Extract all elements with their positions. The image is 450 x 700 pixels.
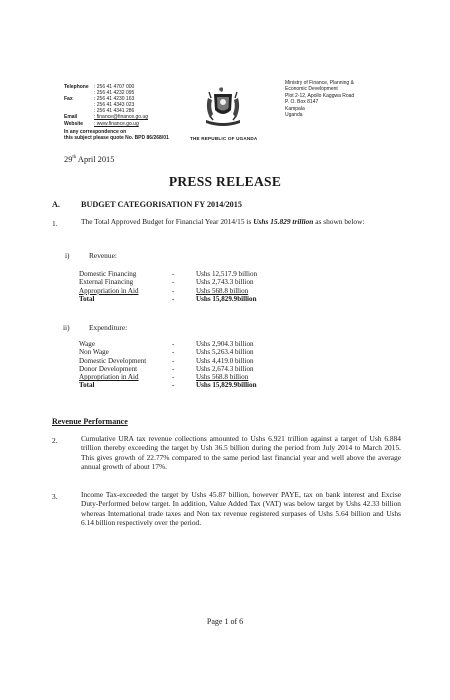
item-3-text: Income Tax-exceeded the target by Ushs 45.87 billion, however PAYE, tax on bank interest and Excise Duty-Performed below target. In addition, Value Added Tax (VAT) was below target by Ushs 42.33 billion whereas International trade taxes and Non tax revenue registered surpases of Ushs 5.64 billion and Ushs 6.14 billion respectively over the period.	[81, 490, 401, 528]
total-row: Total - Ushs 15,829.9billion	[79, 381, 257, 390]
website-link[interactable]: : www.finance.go.ug	[94, 120, 139, 127]
table-row: Wage - Ushs 2,904.3 billion	[79, 340, 254, 348]
page-number: Page 1 of 6	[206, 617, 244, 626]
item-number: 2.	[52, 436, 58, 445]
contact-row: Telephone : 256 41 4707 000	[64, 84, 135, 90]
revenue-performance-heading: Revenue Performance	[52, 417, 128, 426]
expenditure-number: ii)	[63, 323, 70, 332]
contact-row-email: Email : finance@finance.go.ug	[64, 114, 149, 121]
revenue-table	[79, 270, 299, 303]
item-number: 1.	[52, 219, 58, 228]
item-number: 3.	[52, 492, 58, 501]
correspondence-note-ref: this subject please quote No. BPD 86/268/01	[64, 134, 169, 141]
ministry-address: Ministry of Finance, Planning & Economic Development Plot 2-12, Apollo Kaggwa Road P. O. Box 8147 Kampala Uganda	[285, 80, 355, 119]
contact-row: Fax : 256 41 4230 163	[64, 96, 135, 103]
table-row: Appropriation in Aid - Ushs 568.8 billion	[79, 286, 249, 295]
expenditure-table	[79, 340, 299, 390]
republic-label: THE REPUBLIC OF UGANDA	[190, 136, 258, 141]
email-link[interactable]: : finance@finance.go.ug	[94, 114, 149, 121]
page-title: PRESS RELEASE	[168, 174, 282, 189]
contact-row: : 256 41 4341 286	[94, 108, 135, 115]
table-row: Non Wage - Ushs 5,263.4 billion	[79, 348, 254, 357]
item-2-text: Cumulative URA tax revenue collections amounted to Ushs 6.921 trillion against a target of Ush 6.884 trillion thereby exceeding the target by Ush 36.5 billion during the period from July 2014 to March 2015. This gives growth of 22.77% compared to the same period last financial year and well above the average annual growth of about 17%.	[81, 434, 401, 472]
table-row: Donor Development - Ushs 2,674.3 billion	[79, 364, 254, 373]
table-row: Domestic Development - Ushs 4,419.0 billion	[79, 356, 254, 365]
item-1-text: The Total Approved Budget for Financial Year 2014/15 is Ushs 15.829 trillion as shown below:	[81, 217, 365, 226]
table-row: Domestic Financing - Ushs 12,517.9 billion	[79, 270, 258, 278]
contact-row-website: Website : www.finance.go.ug	[64, 120, 139, 127]
total-row: Total - Ushs 15,829.9billion	[79, 294, 257, 303]
revenue-number: i)	[65, 251, 70, 260]
revenue-label: Revenue:	[89, 251, 117, 260]
table-row: External Financing - Ushs 2,743.3 billion	[79, 278, 254, 287]
contact-row: : 256 41 4343 023	[94, 102, 135, 109]
expenditure-label: Expenditure:	[89, 323, 128, 332]
contact-row: : 256 41 4232 095	[94, 90, 135, 97]
coat-of-arms-icon	[200, 80, 246, 130]
correspondence-note: In any correspondence on	[64, 128, 127, 135]
contact-block	[64, 84, 169, 141]
section-a-heading: A. BUDGET CATEGORISATION FY 2014/2015	[52, 200, 242, 209]
table-row: Appropriation in Aid - Ushs 568.8 billion	[79, 373, 249, 382]
release-date: 29th April 2015	[64, 155, 115, 164]
